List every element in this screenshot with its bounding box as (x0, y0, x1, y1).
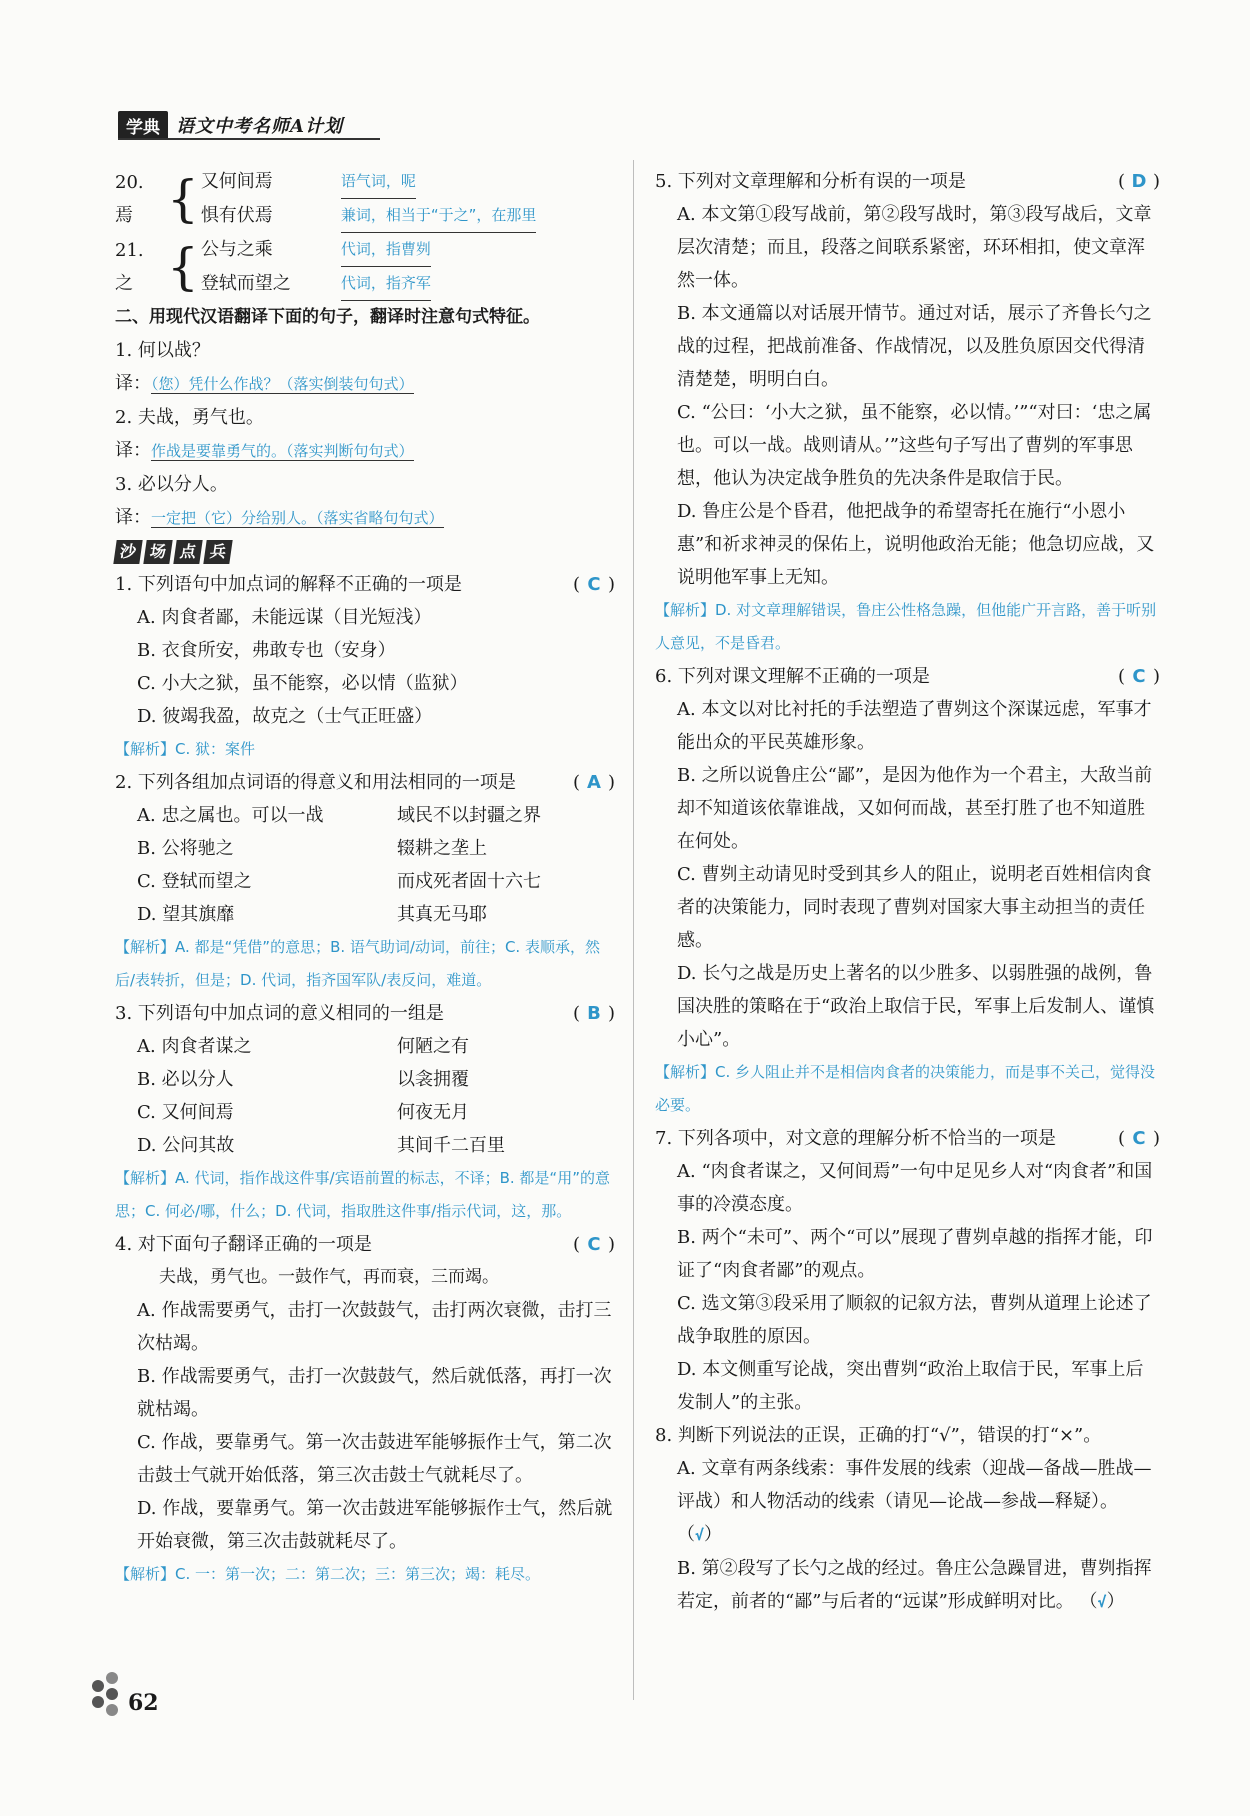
option: A. 本文以对比衬托的手法塑造了曹刿这个深谋远虑，军事才能出众的平民英雄形象。 (677, 699, 1152, 753)
statement-text: B. 第②段写了长勺之战的经过。鲁庄公急躁冒进，曹刿指挥若定，前者的“鄙”与后者的“远谋”形成鲜明对比。 (677, 1558, 1152, 1612)
section-banner (115, 540, 231, 564)
answer-bracket: ( B ) (573, 997, 615, 1030)
quoted-sentence: 夫战，勇气也。一鼓作气，再而衰，三而竭。 (159, 1267, 499, 1287)
option: 而戍死者固十六七 (397, 871, 541, 892)
option: B. 两个“未可”、两个“可以”展现了曹刿卓越的指挥才能，印证了“肉食者鄙”的观点。 (677, 1227, 1153, 1281)
mc-question-5 (655, 165, 1160, 198)
question-text: 4. 对下面句子翻译正确的一项是 (115, 1234, 372, 1255)
question-text: 6. 下列对课文理解不正确的一项是 (655, 666, 930, 687)
translate-3 (115, 468, 615, 535)
banner-char: 点 (173, 540, 202, 564)
page-number: 62 (128, 1690, 159, 1716)
word: 惧有伏焉 (200, 205, 273, 226)
answer-bracket: （√） (677, 1524, 723, 1545)
answer-bracket: ( A ) (573, 766, 615, 799)
option-pair (115, 799, 615, 832)
banner-char: 兵 (203, 540, 232, 564)
column-divider (633, 160, 634, 1700)
tf-statement-a (655, 1452, 1160, 1552)
option: B. 作战需要勇气，击打一次鼓鼓气，然后就低落，再打一次就枯竭。 (137, 1366, 612, 1420)
answer-letter: A (587, 772, 601, 793)
question: 2. 夫战，勇气也。 (115, 407, 264, 428)
word: 登轼而望之 (200, 273, 291, 294)
option: A. 肉食者谋之 (137, 1036, 252, 1057)
option: C. “公曰：‘小大之狱，虽不能察，必以情。’”“对曰：‘忠之属也。可以一战。战则请从。’”这些句子写出了曹刿的军事思想，他认为决定战争胜负的先决条件是取信于民。 (677, 402, 1152, 489)
option: A. 肉食者鄙，未能远谋（目光短浅） (137, 607, 432, 628)
question-text: 2. 下列各组加点词语的得意义和用法相同的一项是 (115, 772, 516, 793)
banner-char: 场 (143, 540, 172, 564)
answer-bracket: ( C ) (573, 568, 615, 601)
answer-letter: C (1132, 666, 1146, 687)
item-number: 21. 之 (115, 240, 144, 294)
option: C. 登轼而望之 (137, 871, 252, 892)
answer: 一定把（它）分给别人。（落实省略句句式） (151, 509, 444, 527)
option: 其间千二百里 (397, 1135, 505, 1156)
question: 1. 何以战？ (115, 340, 210, 361)
option: 何夜无月 (397, 1102, 469, 1123)
option: D. 长勺之战是历史上著名的以少胜多、以弱胜强的战例，鲁国决胜的策略在于“政治上取信于民，军事上后发制人、谨慎小心”。 (677, 963, 1155, 1050)
answer-letter: C (1132, 1128, 1146, 1149)
label: 译： (115, 373, 151, 394)
option: D. 望其旗靡 (137, 904, 235, 925)
option: C. 曹刿主动请见时受到其乡人的阻止，说明老百姓相信肉食者的决策能力，同时表现了曹刿对国家大事主动担当的责任感。 (677, 864, 1152, 951)
word: 又何间焉 (200, 171, 273, 192)
option: D. 本文侧重写论战，突出曹刿“政治上取信于民，军事上后发制人”的主张。 (677, 1359, 1144, 1413)
right-column (655, 165, 1160, 1619)
option: C. 又何间焉 (137, 1102, 234, 1123)
item-20 (115, 165, 615, 233)
option-pair (115, 1030, 615, 1063)
option: A. “肉食者谋之，又何间焉”一句中足见乡人对“肉食者”和国事的冷漠态度。 (677, 1161, 1153, 1215)
header-rule (118, 138, 380, 140)
answer-bracket: （√） (1079, 1591, 1125, 1612)
explanation: 【解析】D. 对文章理解错误，鲁庄公性格急躁，但他能广开言路，善于听别人意见，不是昏君。 (655, 601, 1157, 652)
answer-bracket: ( C ) (1118, 660, 1160, 693)
answer-letter: C (587, 1234, 601, 1255)
mc-question-6 (655, 660, 1160, 693)
answer-bracket: ( C ) (573, 1228, 615, 1261)
option-pair (115, 1063, 615, 1096)
mc-question-4 (115, 1228, 615, 1261)
answer-letter: B (587, 1003, 601, 1024)
mc-question-7 (655, 1122, 1160, 1155)
answer-bracket: ( D ) (1118, 165, 1160, 198)
answer: 代词，指齐军 (341, 267, 431, 301)
decorative-dots (92, 1670, 126, 1720)
option-pair (115, 865, 615, 898)
option: 何陋之有 (397, 1036, 469, 1057)
explanation: 【解析】C. 狱：案件 (115, 740, 256, 758)
answer-letter: D (1131, 171, 1147, 192)
mc-question-3 (115, 997, 615, 1030)
word: 公与之乘 (200, 239, 273, 260)
tf-question-8: 8. 判断下列说法的正误，正确的打“√”，错误的打“×”。 (655, 1425, 1102, 1446)
option: C. 作战，要靠勇气。第一次击鼓进军能够振作士气，第二次击鼓士气就开始低落，第三次击鼓士气就耗尽了。 (137, 1432, 612, 1486)
brace-glyph: { (167, 170, 199, 228)
question-text: 5. 下列对文章理解和分析有误的一项是 (655, 171, 966, 192)
option: B. 衣食所安，弗敢专也（安身） (137, 640, 396, 661)
option: A. 本文第①段写战前，第②段写战时，第③段写战后，文章层次清楚；而且，段落之间联系紧密，环环相扣，使文章浑然一体。 (677, 204, 1152, 291)
option: D. 作战，要靠勇气。第一次击鼓进军能够振作士气，然后就开始衰微，第三次击鼓就耗尽了。 (137, 1498, 613, 1552)
banner-char: 沙 (113, 540, 142, 564)
section-title: 二、用现代汉语翻译下面的句子，翻译时注意句式特征。 (115, 307, 540, 327)
question-text: 7. 下列各项中，对文意的理解分析不恰当的一项是 (655, 1128, 1056, 1149)
tf-answer: √ (695, 1526, 705, 1544)
explanation: 【解析】C. 一：第一次；二：第二次；三：第三次；竭：耗尽。 (115, 1565, 541, 1583)
option: D. 彼竭我盈，故克之（士气正旺盛） (137, 706, 433, 727)
explanation: 【解析】C. 乡人阻止并不是相信肉食者的决策能力，而是事不关己，觉得没必要。 (655, 1063, 1156, 1114)
option: 域民不以封疆之界 (397, 805, 541, 826)
answer-letter: C (587, 574, 601, 595)
option: 辍耕之垄上 (397, 838, 487, 859)
answer: 语气词，呢 (341, 165, 416, 199)
option: C. 小大之狱，虽不能察，必以情（监狱） (137, 673, 468, 694)
tf-answer: √ (1097, 1593, 1107, 1611)
option: 以衾拥覆 (397, 1069, 469, 1090)
left-column (115, 165, 615, 1591)
answer: 代词，指曹刿 (341, 233, 431, 267)
option: B. 必以分人 (137, 1069, 234, 1090)
option: B. 本文通篇以对话展开情节。通过对话，展示了齐鲁长勺之战的过程，把战前准备、作战情况，以及胜负原因交代得清清楚楚，明明白白。 (677, 303, 1152, 390)
item-21 (115, 233, 615, 301)
option: B. 公将驰之 (137, 838, 234, 859)
translate-2 (115, 401, 615, 468)
question-text: 3. 下列语句中加点词的意义相同的一组是 (115, 1003, 444, 1024)
option: D. 鲁庄公是个昏君，他把战争的希望寄托在施行“小恩小惠”和祈求神灵的保佑上，说明他政治无能；他急切应战，又说明他军事上无知。 (677, 501, 1155, 588)
book-title: 语文中考名师A计划 (176, 116, 343, 137)
item-number: 20. 焉 (115, 172, 144, 226)
brand-logo: 学典 (118, 111, 168, 140)
option: A. 忠之属也。可以一战 (137, 805, 324, 826)
statement-text: A. 文章有两条线索：事件发展的线索（迎战—备战—胜战—评战）和人物活动的线索（请见—论战—参战—释疑）。 (677, 1458, 1152, 1512)
question: 3. 必以分人。 (115, 474, 228, 495)
option: B. 之所以说鲁庄公“鄙”，是因为他作为一个君主，大敌当前却不知道该依靠谁战，又如何而战，甚至打胜了也不知道胜在何处。 (677, 765, 1153, 852)
option-pair (115, 1096, 615, 1129)
brace-glyph: { (167, 238, 199, 296)
option-pair (115, 832, 615, 865)
mc-question-1 (115, 568, 615, 601)
label: 译： (115, 507, 151, 528)
translate-1 (115, 334, 615, 401)
option: C. 选文第③段采用了顺叙的记叙方法，曹刿从道理上论述了战争取胜的原因。 (677, 1293, 1152, 1347)
tf-statement-b (655, 1552, 1160, 1619)
answer-bracket: ( C ) (1118, 1122, 1160, 1155)
option: D. 公问其故 (137, 1135, 235, 1156)
answer: 兼词，相当于“于之”，在那里 (341, 199, 537, 233)
option-pair (115, 898, 615, 931)
answer: （您）凭什么作战？（落实倒装句句式） (151, 375, 414, 393)
option: A. 作战需要勇气，击打一次鼓鼓气，击打两次衰微，击打三次枯竭。 (137, 1300, 612, 1354)
option-pair (115, 1129, 615, 1162)
explanation: 【解析】A. 都是“凭借”的意思；B. 语气助词/动词，前往；C. 表顺承，然后/表转折，但是；D. 代词，指齐国军队/表反问，难道。 (115, 938, 600, 989)
label: 译： (115, 440, 151, 461)
mc-question-2 (115, 766, 615, 799)
explanation: 【解析】A. 代词，指作战这件事/宾语前置的标志，不译；B. 都是“用”的意思；C. 何必/哪，什么；D. 代词，指取胜这件事/指示代词，这，那。 (115, 1169, 610, 1220)
question-text: 1. 下列语句中加点词的解释不正确的一项是 (115, 574, 462, 595)
option: 其真无马耶 (397, 904, 487, 925)
answer: 作战是要靠勇气的。（落实判断句句式） (151, 442, 414, 460)
page-header (118, 112, 380, 138)
